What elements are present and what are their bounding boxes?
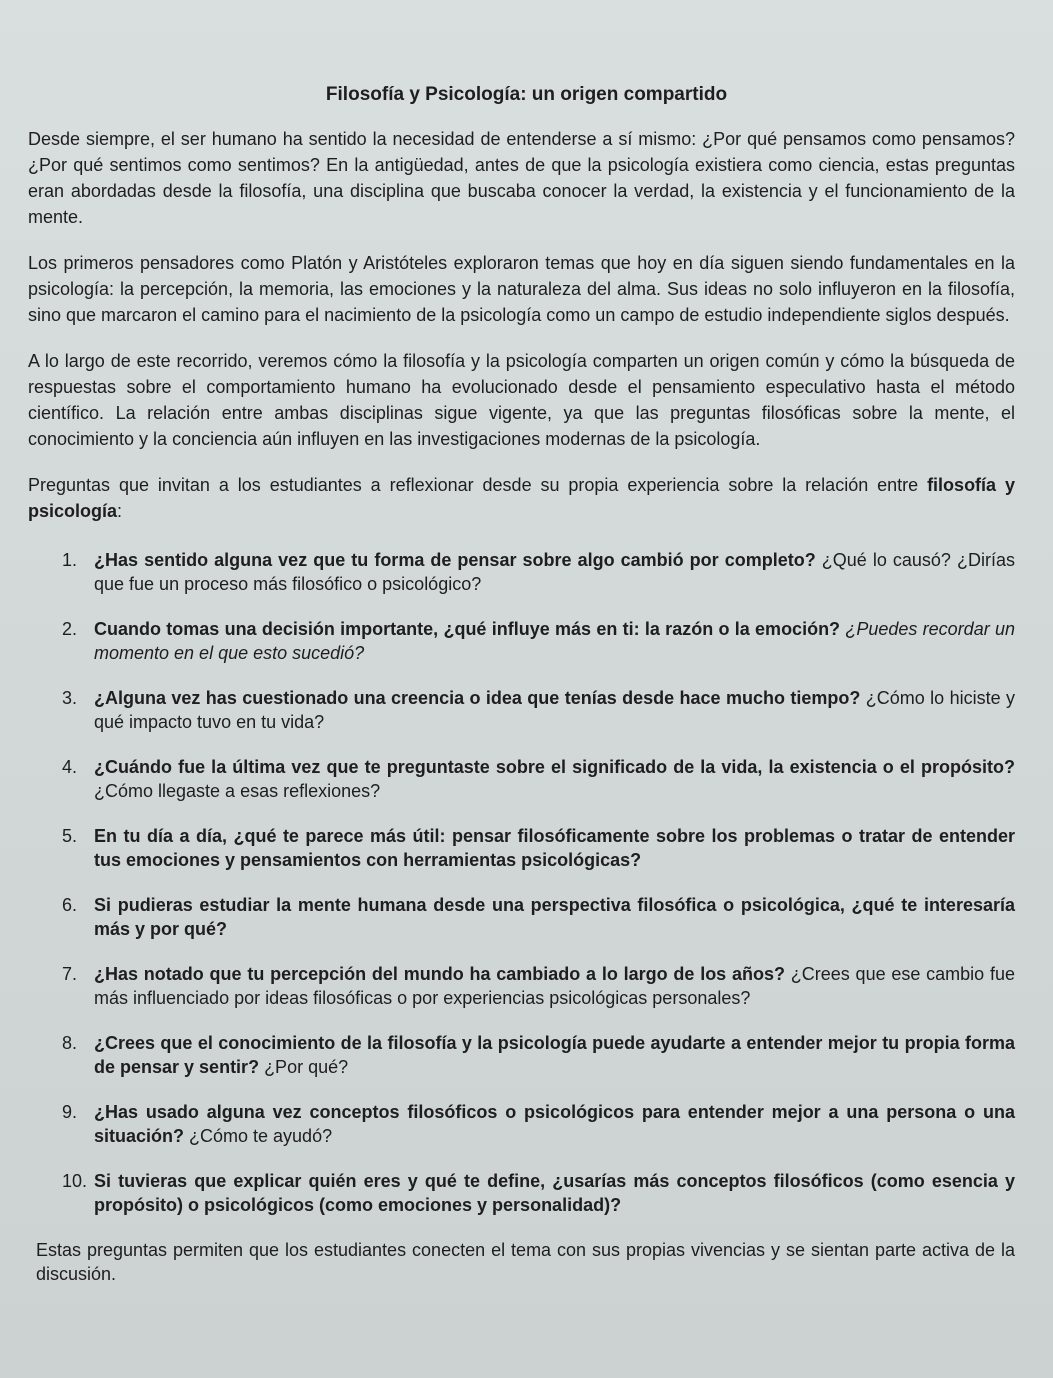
question-rest: ¿Qué lo causó? ¿Dirías que fue un proceso más filosófico o psicológico? <box>94 550 1015 594</box>
question-item <box>62 617 1015 665</box>
question-bold: ¿Has notado que tu percepción del mundo ha cambiado a lo largo de los años? <box>94 964 785 984</box>
questions-intro-text: Preguntas que invitan a los estudiantes a reflexionar desde su propia experiencia sobre la relación entre <box>28 475 928 495</box>
question-rest: ¿Crees que ese cambio fue más influenciado por ideas filosóficas o por experiencias psicológicas personales? <box>94 964 1015 1008</box>
question-rest: ¿Puedes recordar un momento en el que esto sucedió? <box>94 619 1016 663</box>
question-item <box>62 1169 1015 1217</box>
question-text <box>94 893 1015 941</box>
question-number: 4. <box>62 757 78 777</box>
question-number: 7. <box>62 964 78 984</box>
questions-intro-tail: : <box>117 501 123 521</box>
question-text <box>94 617 1015 665</box>
question-item <box>62 686 1015 734</box>
question-bold: En tu día a día, ¿qué te parece más útil: pensar filosóficamente sobre los problemas o tratar de entender tus emociones y pensamientos con herramientas psicológicas? <box>94 826 1015 870</box>
question-number: 6. <box>62 895 78 915</box>
question-rest: ¿Por qué? <box>259 1057 349 1077</box>
question-number: 10. <box>62 1171 88 1191</box>
question-item <box>62 548 1015 596</box>
question-bold: ¿Crees que el conocimiento de la filosofía y la psicología puede ayudarte a entender mejor tu propia forma de pensar y sentir? <box>94 1033 1015 1077</box>
question-text <box>94 824 1015 872</box>
question-text <box>94 1100 1015 1148</box>
question-rest: ¿Cómo llegaste a esas reflexiones? <box>94 781 381 801</box>
questions-list <box>28 548 1015 1217</box>
question-text <box>94 548 1015 596</box>
page-title: Filosofía y Psicología: un origen compartido <box>325 84 728 105</box>
question-bold: Si pudieras estudiar la mente humana desde una perspectiva filosófica o psicológica, ¿qué te interesaría más y por qué? <box>94 895 1015 939</box>
question-text <box>94 962 1015 1010</box>
question-bold: Cuando tomas una decisión importante, ¿qué influye más en ti: la razón o la emoción? <box>94 619 841 639</box>
question-item <box>62 1100 1015 1148</box>
paragraph-journey: A lo largo de este recorrido, veremos cómo la filosofía y la psicología comparten un origen común y cómo la búsqueda de respuestas sobre el comportamiento humano ha evolucionado desde el pensamiento especulativo hasta el método científico. La relación entre ambas disciplinas sigue vigente, ya que las preguntas filosóficas sobre la mente, el conocimiento y la conciencia aún influyen en las investigaciones modernas de la psicología. <box>28 351 1015 449</box>
question-number: 9. <box>62 1102 78 1122</box>
question-number: 2. <box>62 619 78 639</box>
question-number: 1. <box>62 550 78 570</box>
question-rest: ¿Cómo lo hiciste y qué impacto tuvo en tu vida? <box>94 688 1015 732</box>
question-number: 5. <box>62 826 78 846</box>
question-text <box>94 755 1015 803</box>
questions-intro <box>28 472 1015 524</box>
question-number: 3. <box>62 688 78 708</box>
question-bold: ¿Cuándo fue la última vez que te preguntaste sobre el significado de la vida, la existencia o el propósito? <box>94 757 1015 777</box>
paragraph-intro: Desde siempre, el ser humano ha sentido la necesidad de entenderse a sí mismo: ¿Por qué pensamos como pensamos? ¿Por qué sentimos como sentimos? En la antigüedad, antes de que la psicología existiera como ciencia, estas preguntas eran abordadas desde la filosofía, una disciplina que buscaba conocer la verdad, la existencia y el funcionamiento de la mente. <box>28 129 1015 227</box>
question-number: 8. <box>62 1033 78 1053</box>
question-item <box>62 755 1015 803</box>
question-bold: ¿Has usado alguna vez conceptos filosóficos o psicológicos para entender mejor a una persona o una situación? <box>94 1102 1015 1146</box>
question-bold: ¿Alguna vez has cuestionado una creencia o idea que tenías desde hace mucho tiempo? <box>94 688 861 708</box>
question-item <box>62 824 1015 872</box>
question-bold: Si tuvieras que explicar quién eres y qué te define, ¿usarías más conceptos filosóficos (como esencia y propósito) o psicológicos (como emociones y personalidad)? <box>94 1171 1015 1215</box>
questions-intro-bold: filosofía y psicología <box>28 475 1015 521</box>
question-text <box>94 1031 1015 1079</box>
question-item <box>62 1031 1015 1079</box>
question-text <box>94 1169 1015 1217</box>
question-bold: ¿Has sentido alguna vez que tu forma de pensar sobre algo cambió por completo? <box>94 550 816 570</box>
question-rest: ¿Cómo te ayudó? <box>184 1126 333 1146</box>
paragraph-thinkers: Los primeros pensadores como Platón y Aristóteles exploraron temas que hoy en día siguen siendo fundamentales en la psicología: la percepción, la memoria, las emociones y la naturaleza del alma. Sus ideas no solo influyeron en la filosofía, sino que marcaron el camino para el nacimiento de la psicología como un campo de estudio independiente siglos después. <box>28 253 1015 325</box>
question-item <box>62 893 1015 941</box>
closing-paragraph: Estas preguntas permiten que los estudiantes conecten el tema con sus propias vivencias y se sientan parte activa de la discusión. <box>36 1240 1015 1284</box>
question-item <box>62 962 1015 1010</box>
question-text <box>94 686 1015 734</box>
